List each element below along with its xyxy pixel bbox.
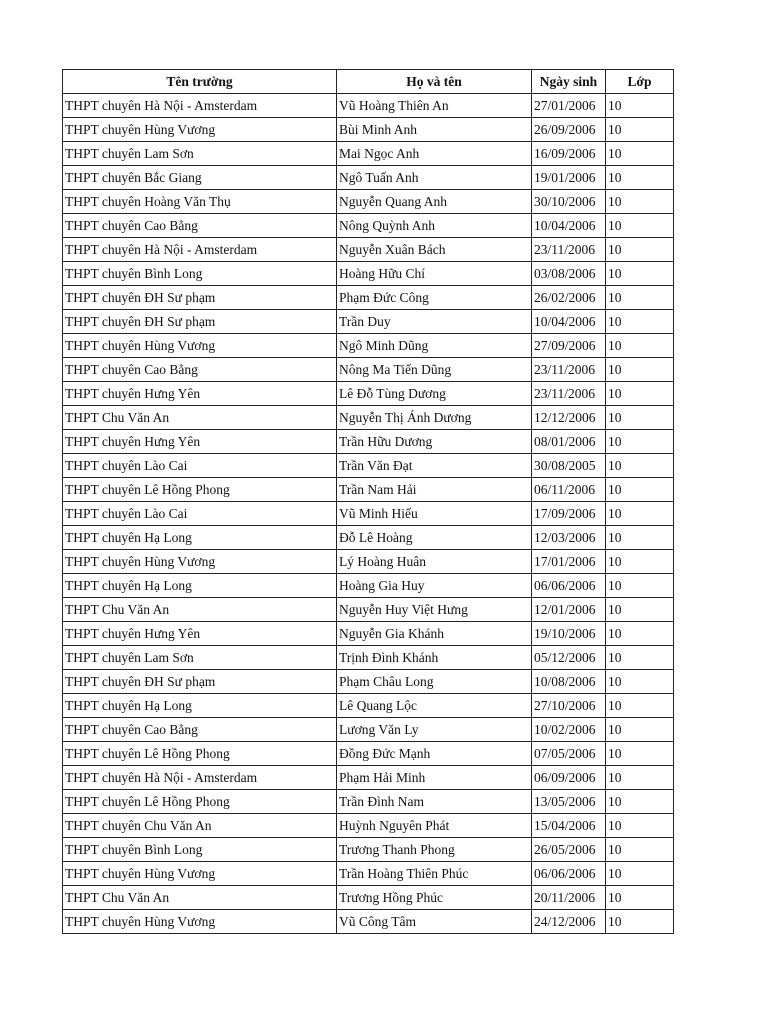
full-name-cell: Nguyễn Huy Việt Hưng bbox=[337, 598, 532, 622]
birth-date-cell: 30/08/2005 bbox=[532, 454, 606, 478]
birth-date-cell: 23/11/2006 bbox=[532, 358, 606, 382]
grade-cell: 10 bbox=[606, 382, 674, 406]
table-row bbox=[63, 622, 674, 646]
header-school: Tên trường bbox=[63, 70, 337, 94]
school-cell: THPT chuyên Lê Hồng Phong bbox=[63, 478, 337, 502]
grade-cell: 10 bbox=[606, 358, 674, 382]
table-body bbox=[63, 94, 674, 934]
table-row bbox=[63, 502, 674, 526]
table-row bbox=[63, 742, 674, 766]
full-name-cell: Trần Đình Nam bbox=[337, 790, 532, 814]
grade-cell: 10 bbox=[606, 550, 674, 574]
birth-date-cell: 19/10/2006 bbox=[532, 622, 606, 646]
birth-date-cell: 12/03/2006 bbox=[532, 526, 606, 550]
table-row bbox=[63, 670, 674, 694]
header-birth-date: Ngày sinh bbox=[532, 70, 606, 94]
full-name-cell: Nguyễn Gia Khánh bbox=[337, 622, 532, 646]
school-cell: THPT chuyên Hùng Vương bbox=[63, 910, 337, 934]
grade-cell: 10 bbox=[606, 814, 674, 838]
grade-cell: 10 bbox=[606, 574, 674, 598]
school-cell: THPT Chu Văn An bbox=[63, 886, 337, 910]
birth-date-cell: 12/12/2006 bbox=[532, 406, 606, 430]
table-row bbox=[63, 598, 674, 622]
table-row bbox=[63, 454, 674, 478]
full-name-cell: Trịnh Đình Khánh bbox=[337, 646, 532, 670]
grade-cell: 10 bbox=[606, 622, 674, 646]
full-name-cell: Lương Văn Ly bbox=[337, 718, 532, 742]
school-cell: THPT chuyên Bình Long bbox=[63, 262, 337, 286]
school-cell: THPT chuyên Cao Bằng bbox=[63, 214, 337, 238]
grade-cell: 10 bbox=[606, 430, 674, 454]
grade-cell: 10 bbox=[606, 502, 674, 526]
birth-date-cell: 24/12/2006 bbox=[532, 910, 606, 934]
school-cell: THPT chuyên Lào Cai bbox=[63, 454, 337, 478]
table-row bbox=[63, 238, 674, 262]
grade-cell: 10 bbox=[606, 118, 674, 142]
grade-cell: 10 bbox=[606, 646, 674, 670]
birth-date-cell: 10/02/2006 bbox=[532, 718, 606, 742]
table-row bbox=[63, 262, 674, 286]
school-cell: THPT chuyên Lam Sơn bbox=[63, 646, 337, 670]
header-full-name: Họ và tên bbox=[337, 70, 532, 94]
school-cell: THPT chuyên Hà Nội - Amsterdam bbox=[63, 766, 337, 790]
grade-cell: 10 bbox=[606, 406, 674, 430]
full-name-cell: Hoàng Hữu Chí bbox=[337, 262, 532, 286]
full-name-cell: Nông Quỳnh Anh bbox=[337, 214, 532, 238]
student-list-sheet bbox=[62, 69, 674, 934]
table-row bbox=[63, 166, 674, 190]
grade-cell: 10 bbox=[606, 286, 674, 310]
school-cell: THPT chuyên Chu Văn An bbox=[63, 814, 337, 838]
school-cell: THPT chuyên Hùng Vương bbox=[63, 862, 337, 886]
grade-cell: 10 bbox=[606, 670, 674, 694]
grade-cell: 10 bbox=[606, 166, 674, 190]
full-name-cell: Trần Nam Hải bbox=[337, 478, 532, 502]
school-cell: THPT chuyên Cao Bằng bbox=[63, 358, 337, 382]
table-row bbox=[63, 406, 674, 430]
table-row bbox=[63, 430, 674, 454]
table-row bbox=[63, 550, 674, 574]
birth-date-cell: 06/06/2006 bbox=[532, 574, 606, 598]
table-row bbox=[63, 526, 674, 550]
school-cell: THPT chuyên Hùng Vương bbox=[63, 550, 337, 574]
grade-cell: 10 bbox=[606, 886, 674, 910]
full-name-cell: Ngô Minh Dũng bbox=[337, 334, 532, 358]
grade-cell: 10 bbox=[606, 694, 674, 718]
table-row bbox=[63, 142, 674, 166]
grade-cell: 10 bbox=[606, 742, 674, 766]
full-name-cell: Trương Hồng Phúc bbox=[337, 886, 532, 910]
table-row bbox=[63, 478, 674, 502]
full-name-cell: Huỳnh Nguyên Phát bbox=[337, 814, 532, 838]
birth-date-cell: 23/11/2006 bbox=[532, 382, 606, 406]
school-cell: THPT Chu Văn An bbox=[63, 406, 337, 430]
school-cell: THPT chuyên Hoàng Văn Thụ bbox=[63, 190, 337, 214]
school-cell: THPT chuyên Hưng Yên bbox=[63, 430, 337, 454]
full-name-cell: Trương Thanh Phong bbox=[337, 838, 532, 862]
birth-date-cell: 30/10/2006 bbox=[532, 190, 606, 214]
school-cell: THPT chuyên Hưng Yên bbox=[63, 622, 337, 646]
birth-date-cell: 27/09/2006 bbox=[532, 334, 606, 358]
birth-date-cell: 17/09/2006 bbox=[532, 502, 606, 526]
grade-cell: 10 bbox=[606, 454, 674, 478]
school-cell: THPT chuyên ĐH Sư phạm bbox=[63, 286, 337, 310]
school-cell: THPT chuyên Hà Nội - Amsterdam bbox=[63, 94, 337, 118]
school-cell: THPT chuyên Hà Nội - Amsterdam bbox=[63, 238, 337, 262]
birth-date-cell: 26/02/2006 bbox=[532, 286, 606, 310]
birth-date-cell: 20/11/2006 bbox=[532, 886, 606, 910]
table-row bbox=[63, 886, 674, 910]
table-row bbox=[63, 574, 674, 598]
full-name-cell: Phạm Hải Minh bbox=[337, 766, 532, 790]
grade-cell: 10 bbox=[606, 910, 674, 934]
birth-date-cell: 13/05/2006 bbox=[532, 790, 606, 814]
grade-cell: 10 bbox=[606, 598, 674, 622]
full-name-cell: Phạm Châu Long bbox=[337, 670, 532, 694]
birth-date-cell: 23/11/2006 bbox=[532, 238, 606, 262]
full-name-cell: Nguyễn Quang Anh bbox=[337, 190, 532, 214]
full-name-cell: Bùi Minh Anh bbox=[337, 118, 532, 142]
table-row bbox=[63, 646, 674, 670]
full-name-cell: Nguyễn Thị Ánh Dương bbox=[337, 406, 532, 430]
full-name-cell: Vũ Minh Hiếu bbox=[337, 502, 532, 526]
grade-cell: 10 bbox=[606, 94, 674, 118]
full-name-cell: Trần Văn Đạt bbox=[337, 454, 532, 478]
school-cell: THPT chuyên Hạ Long bbox=[63, 694, 337, 718]
grade-cell: 10 bbox=[606, 334, 674, 358]
table-header-row bbox=[63, 70, 674, 94]
birth-date-cell: 06/11/2006 bbox=[532, 478, 606, 502]
birth-date-cell: 17/01/2006 bbox=[532, 550, 606, 574]
full-name-cell: Trần Duy bbox=[337, 310, 532, 334]
full-name-cell: Hoàng Gia Huy bbox=[337, 574, 532, 598]
table-row bbox=[63, 214, 674, 238]
full-name-cell: Đồng Đức Mạnh bbox=[337, 742, 532, 766]
table-row bbox=[63, 718, 674, 742]
table-row bbox=[63, 382, 674, 406]
table-row bbox=[63, 790, 674, 814]
header-grade: Lớp bbox=[606, 70, 674, 94]
birth-date-cell: 06/09/2006 bbox=[532, 766, 606, 790]
full-name-cell: Nguyễn Xuân Bách bbox=[337, 238, 532, 262]
full-name-cell: Vũ Công Tâm bbox=[337, 910, 532, 934]
full-name-cell: Đỗ Lê Hoàng bbox=[337, 526, 532, 550]
full-name-cell: Lê Đỗ Tùng Dương bbox=[337, 382, 532, 406]
full-name-cell: Ngô Tuấn Anh bbox=[337, 166, 532, 190]
birth-date-cell: 07/05/2006 bbox=[532, 742, 606, 766]
school-cell: THPT chuyên ĐH Sư phạm bbox=[63, 310, 337, 334]
school-cell: THPT chuyên Lào Cai bbox=[63, 502, 337, 526]
table-row bbox=[63, 910, 674, 934]
school-cell: THPT chuyên ĐH Sư phạm bbox=[63, 670, 337, 694]
birth-date-cell: 12/01/2006 bbox=[532, 598, 606, 622]
birth-date-cell: 08/01/2006 bbox=[532, 430, 606, 454]
school-cell: THPT chuyên Lê Hồng Phong bbox=[63, 742, 337, 766]
birth-date-cell: 06/06/2006 bbox=[532, 862, 606, 886]
grade-cell: 10 bbox=[606, 862, 674, 886]
full-name-cell: Mai Ngọc Anh bbox=[337, 142, 532, 166]
school-cell: THPT chuyên Hạ Long bbox=[63, 574, 337, 598]
birth-date-cell: 03/08/2006 bbox=[532, 262, 606, 286]
birth-date-cell: 16/09/2006 bbox=[532, 142, 606, 166]
grade-cell: 10 bbox=[606, 790, 674, 814]
full-name-cell: Vũ Hoàng Thiên An bbox=[337, 94, 532, 118]
table-row bbox=[63, 814, 674, 838]
table-row bbox=[63, 862, 674, 886]
table-row bbox=[63, 190, 674, 214]
full-name-cell: Trần Hoàng Thiên Phúc bbox=[337, 862, 532, 886]
table-row bbox=[63, 310, 674, 334]
grade-cell: 10 bbox=[606, 238, 674, 262]
grade-cell: 10 bbox=[606, 214, 674, 238]
birth-date-cell: 27/10/2006 bbox=[532, 694, 606, 718]
birth-date-cell: 10/04/2006 bbox=[532, 214, 606, 238]
table-row bbox=[63, 118, 674, 142]
grade-cell: 10 bbox=[606, 190, 674, 214]
school-cell: THPT chuyên Lam Sơn bbox=[63, 142, 337, 166]
school-cell: THPT chuyên Bắc Giang bbox=[63, 166, 337, 190]
grade-cell: 10 bbox=[606, 310, 674, 334]
full-name-cell: Lý Hoàng Huân bbox=[337, 550, 532, 574]
birth-date-cell: 26/05/2006 bbox=[532, 838, 606, 862]
grade-cell: 10 bbox=[606, 766, 674, 790]
table-row bbox=[63, 838, 674, 862]
full-name-cell: Phạm Đức Công bbox=[337, 286, 532, 310]
table-row bbox=[63, 358, 674, 382]
grade-cell: 10 bbox=[606, 718, 674, 742]
full-name-cell: Trần Hữu Dương bbox=[337, 430, 532, 454]
school-cell: THPT chuyên Hưng Yên bbox=[63, 382, 337, 406]
school-cell: THPT chuyên Hạ Long bbox=[63, 526, 337, 550]
table-row bbox=[63, 94, 674, 118]
table-row bbox=[63, 334, 674, 358]
grade-cell: 10 bbox=[606, 142, 674, 166]
table-row bbox=[63, 286, 674, 310]
birth-date-cell: 10/08/2006 bbox=[532, 670, 606, 694]
birth-date-cell: 15/04/2006 bbox=[532, 814, 606, 838]
school-cell: THPT chuyên Cao Bằng bbox=[63, 718, 337, 742]
grade-cell: 10 bbox=[606, 478, 674, 502]
grade-cell: 10 bbox=[606, 262, 674, 286]
student-table bbox=[62, 69, 674, 934]
birth-date-cell: 19/01/2006 bbox=[532, 166, 606, 190]
school-cell: THPT chuyên Bình Long bbox=[63, 838, 337, 862]
birth-date-cell: 10/04/2006 bbox=[532, 310, 606, 334]
grade-cell: 10 bbox=[606, 526, 674, 550]
school-cell: THPT chuyên Hùng Vương bbox=[63, 334, 337, 358]
full-name-cell: Lê Quang Lộc bbox=[337, 694, 532, 718]
full-name-cell: Nông Ma Tiến Dũng bbox=[337, 358, 532, 382]
birth-date-cell: 05/12/2006 bbox=[532, 646, 606, 670]
table-row bbox=[63, 694, 674, 718]
school-cell: THPT chuyên Hùng Vương bbox=[63, 118, 337, 142]
grade-cell: 10 bbox=[606, 838, 674, 862]
school-cell: THPT Chu Văn An bbox=[63, 598, 337, 622]
birth-date-cell: 26/09/2006 bbox=[532, 118, 606, 142]
table-row bbox=[63, 766, 674, 790]
birth-date-cell: 27/01/2006 bbox=[532, 94, 606, 118]
school-cell: THPT chuyên Lê Hồng Phong bbox=[63, 790, 337, 814]
